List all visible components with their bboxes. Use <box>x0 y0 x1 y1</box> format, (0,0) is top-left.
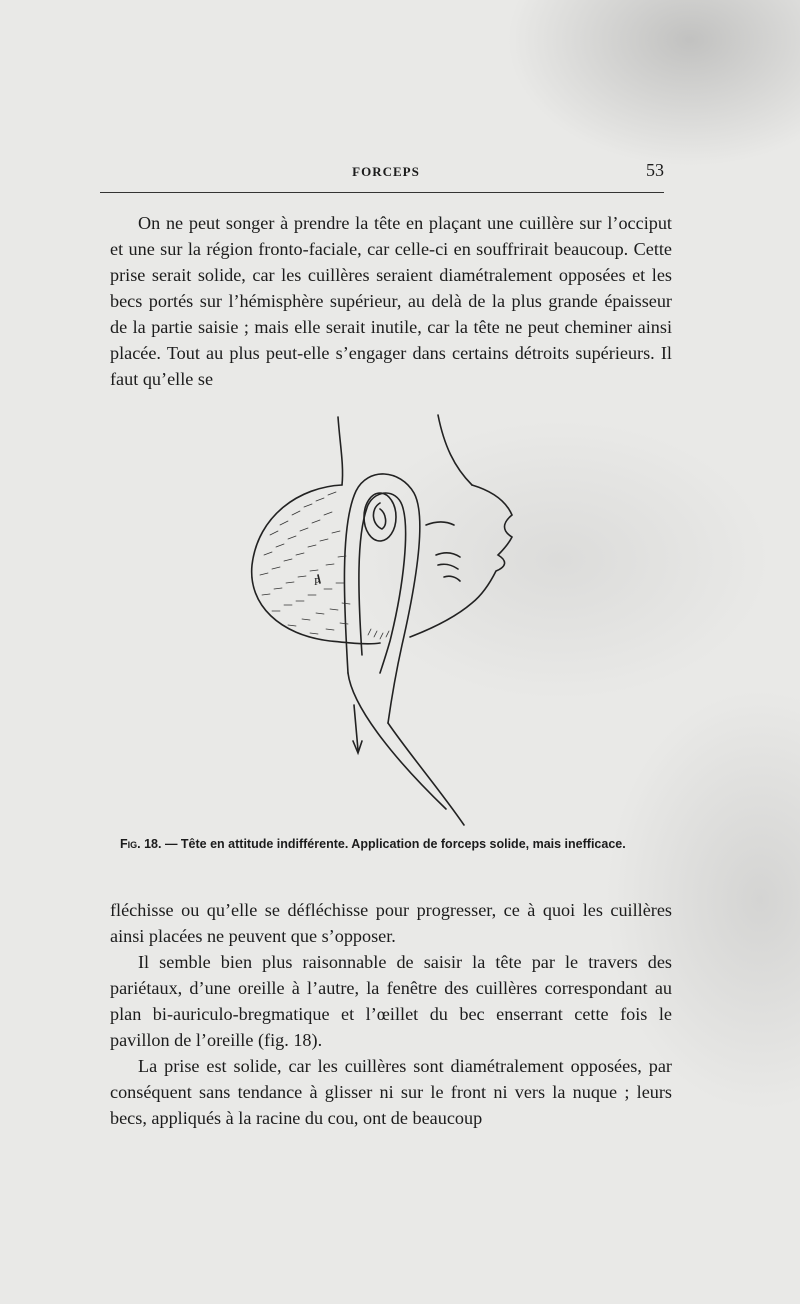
figure-forceps-illustration <box>240 405 540 835</box>
paragraph-solid-grip: La prise est solide, car les cuillères sont diamétralement opposées, par conséquent sans tendance à glisser ni sur le front ni vers la nuque ; leurs becs, appliqués à la racine du cou, ont de beaucoup <box>110 1056 672 1128</box>
header-rule <box>100 192 664 193</box>
text-block-top <box>110 210 672 392</box>
running-head <box>108 160 664 184</box>
running-head-title: FORCEPS <box>352 164 420 179</box>
figure-label-p: P <box>314 576 321 588</box>
figure-caption <box>120 836 672 853</box>
caption-figure-number: Fig. 18. <box>120 837 162 851</box>
paragraph-parietal-grip: Il semble bien plus raisonnable de saisir la tête par le travers des pariétaux, d’une oreille à l’autre, la fenêtre des cuillères correspondant au plan bi-auriculo-bregmatique et l’œillet du bec enserrant cette fois le pavillon de l’oreille (fig. 18). <box>110 952 672 1050</box>
text-block-bottom <box>110 897 672 1131</box>
paragraph-top: On ne peut songer à prendre la tête en plaçant une cuillère sur l’occiput et une sur la région fronto-faciale, car celle-ci en souffrirait beaucoup. Cette prise serait solide, car les cuillères seraient diamétralement opposées et les becs portés sur l’hémisphère supérieur, au delà de la plus grande épaisseur de la partie saisie ; mais elle serait inutile, car la tête ne peut cheminer ainsi placée. Tout au plus peut-elle s’engager dans certains détroits supérieurs. Il faut qu’elle se <box>110 213 672 389</box>
caption-text: — Tête en attitude indifférente. Application de forceps solide, mais inefficace. <box>164 837 626 851</box>
paragraph-continuation: fléchisse ou qu’elle se défléchisse pour progresser, ce à quoi les cuillères ainsi placées ne peuvent que s’opposer. <box>110 900 672 946</box>
page-number: 53 <box>646 160 664 180</box>
